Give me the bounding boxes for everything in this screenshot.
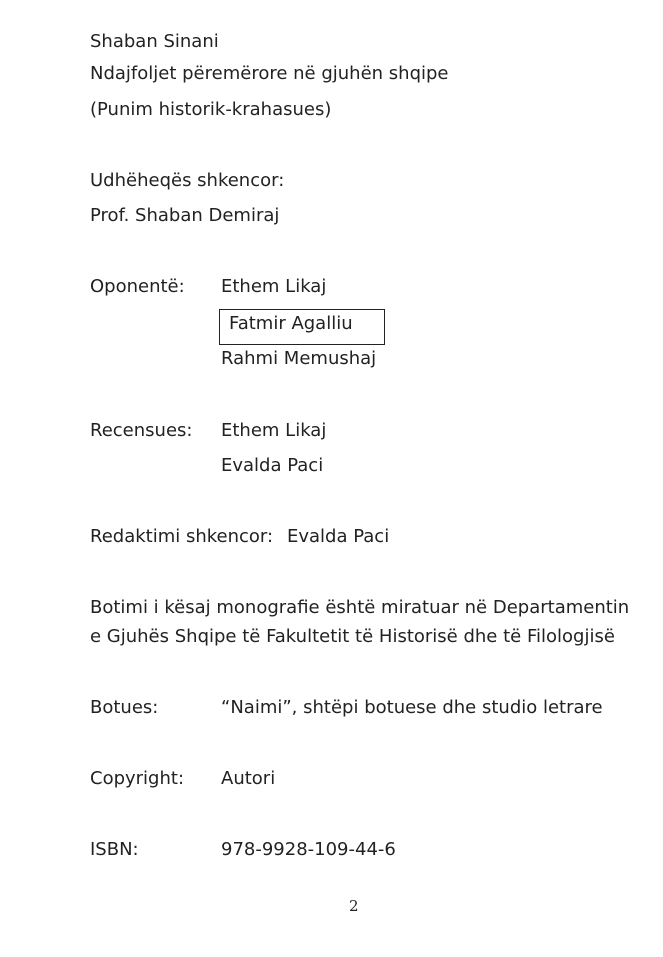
author-name: Shaban Sinani <box>90 31 219 52</box>
supervisor-label: Udhëheqës shkencor: <box>90 170 285 191</box>
publisher-value: “Naimi”, shtëpi botuese dhe studio letrare <box>221 697 603 718</box>
isbn-value: 978-9928-109-44-6 <box>221 839 396 860</box>
reviewers-label: Recensues: <box>90 420 193 441</box>
opponent-name: Fatmir Agalliu <box>229 313 353 334</box>
reviewer-name: Ethem Likaj <box>221 420 327 441</box>
scientific-editor-name: Evalda Paci <box>287 526 390 547</box>
copyright-label: Copyright: <box>90 768 185 789</box>
approval-note-line: Botimi i kësaj monografie është miratuar në Departamentin <box>90 597 630 618</box>
book-title: Ndajfoljet përemërore në gjuhën shqipe <box>90 63 449 84</box>
page-number: 2 <box>349 897 359 915</box>
opponent-name: Ethem Likaj <box>221 276 327 297</box>
reviewer-name: Evalda Paci <box>221 455 324 476</box>
opponent-name: Rahmi Memushaj <box>221 348 377 369</box>
publisher-label: Botues: <box>90 697 159 718</box>
copyright-value: Autori <box>221 768 276 789</box>
opponents-label: Oponentë: <box>90 276 185 297</box>
scientific-editing-label: Redaktimi shkencor: <box>90 526 274 547</box>
book-subtitle: (Punim historik-krahasues) <box>90 99 332 120</box>
supervisor-name: Prof. Shaban Demiraj <box>90 205 280 226</box>
approval-note-line: e Gjuhës Shqipe të Fakultetit të Historisë dhe të Filologjisë <box>90 626 615 647</box>
isbn-label: ISBN: <box>90 839 139 860</box>
